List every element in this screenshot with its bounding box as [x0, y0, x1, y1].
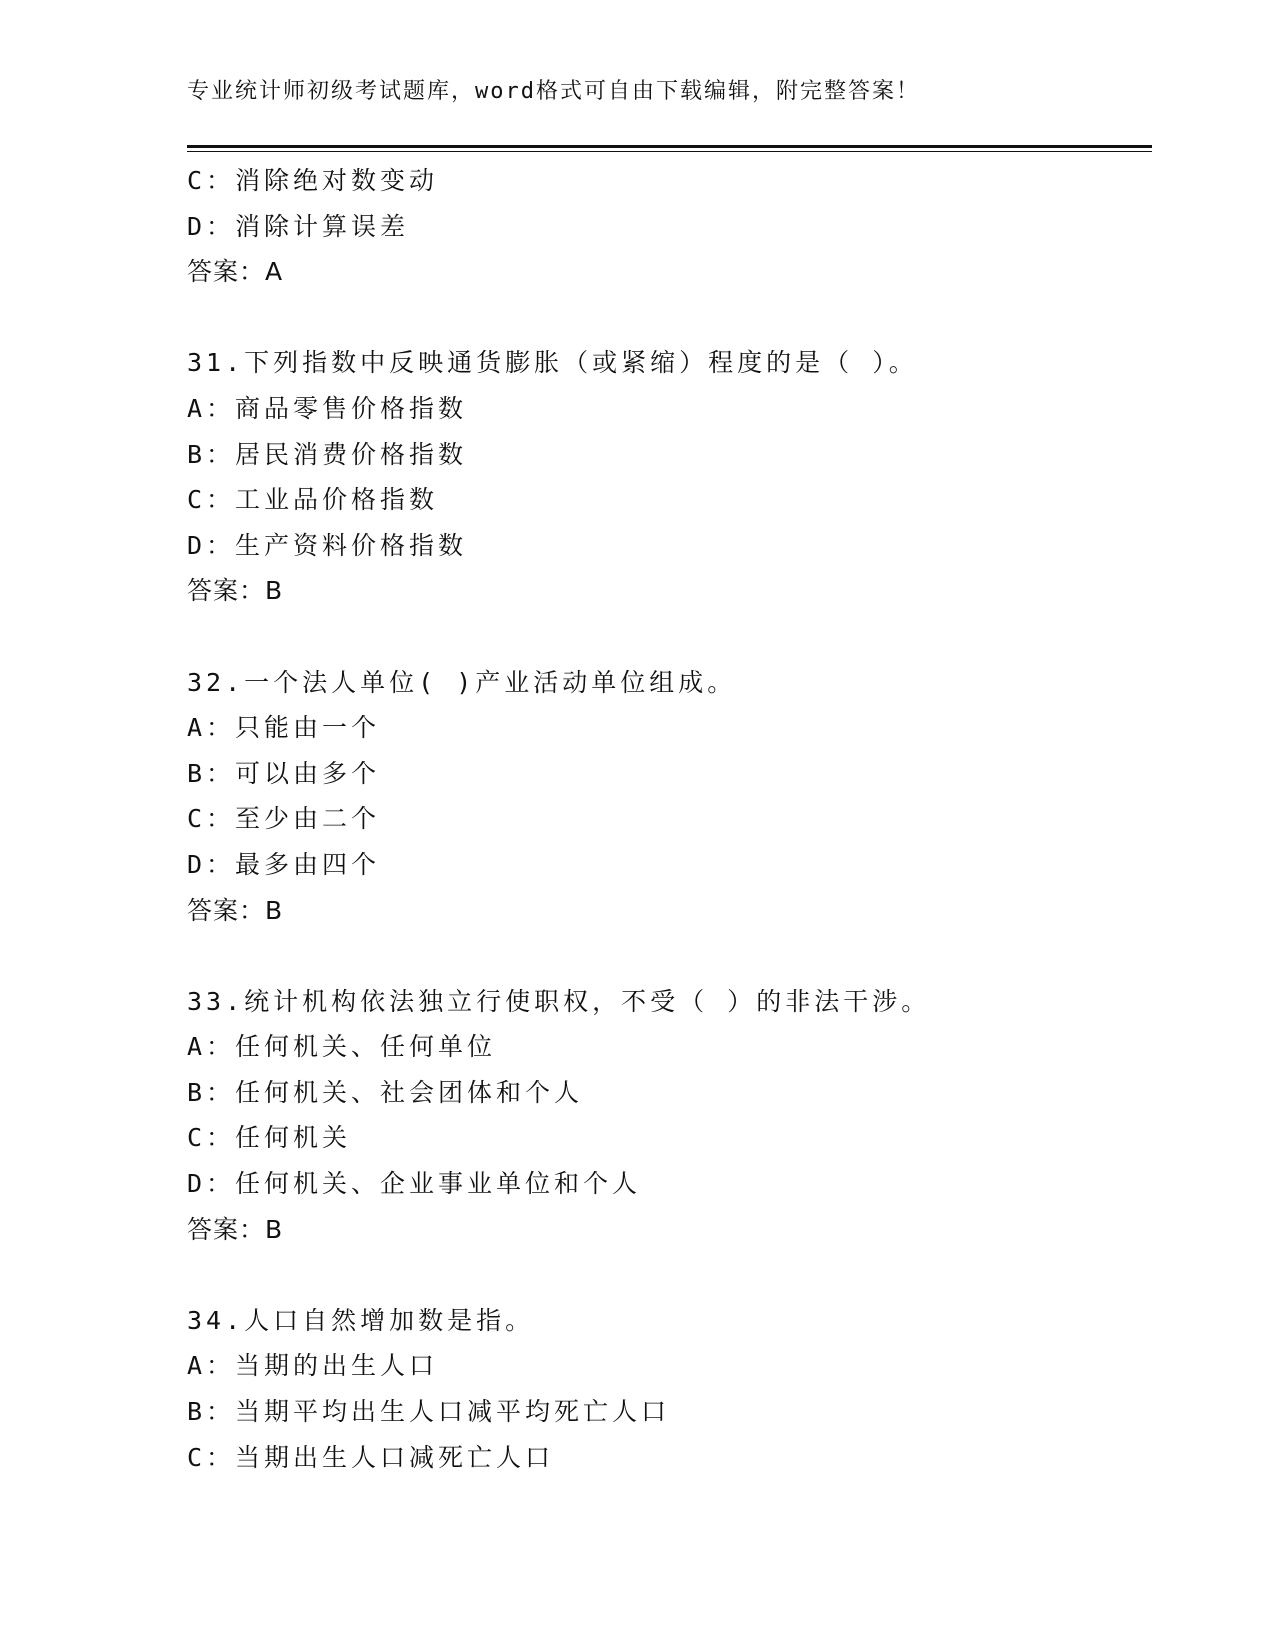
spacer — [187, 1252, 1152, 1298]
option-c: C：当期出生人口减死亡人口 — [187, 1442, 555, 1472]
question-stem: 32.一个法人单位( )产业活动单位组成。 — [187, 667, 737, 697]
option-d: D：生产资料价格指数 — [187, 530, 468, 560]
question-list — [187, 158, 1152, 1480]
spacer — [187, 614, 1152, 660]
answer: 答案：B — [187, 1214, 284, 1244]
option-a: A：只能由一个 — [187, 713, 381, 743]
option-a: A：当期的出生人口 — [187, 1351, 439, 1381]
answer: 答案：B — [187, 895, 284, 925]
question-block — [187, 1298, 1152, 1480]
spacer — [187, 933, 1152, 979]
header-rule-thin — [187, 151, 1152, 152]
header-rule-thick — [187, 145, 1152, 148]
option-d: D：任何机关、企业事业单位和个人 — [187, 1169, 642, 1199]
question-block — [187, 340, 1152, 614]
question-stem: 34.人口自然增加数是指。 — [187, 1305, 535, 1335]
question-block — [187, 979, 1152, 1253]
option-b: B：可以由多个 — [187, 758, 381, 788]
option-a: A：任何机关、任何单位 — [187, 1032, 497, 1062]
answer: 答案：A — [187, 257, 284, 287]
option-c: C：至少由二个 — [187, 804, 381, 834]
option-b: B：居民消费价格指数 — [187, 439, 468, 469]
question-stem: 33.统计机构依法独立行使职权，不受（ ）的非法干涉。 — [187, 986, 931, 1016]
option-c: C：消除绝对数变动 — [187, 166, 439, 195]
question-block — [187, 660, 1152, 934]
option-d: D：最多由四个 — [187, 849, 381, 879]
option-d: D：消除计算误差 — [187, 211, 410, 241]
option-a: A：商品零售价格指数 — [187, 393, 468, 423]
answer: 答案：B — [187, 576, 284, 606]
question-block — [187, 158, 1152, 295]
option-c: C：工业品价格指数 — [187, 485, 439, 515]
question-stem: 31.下列指数中反映通货膨胀（或紧缩）程度的是（ ）。 — [187, 348, 918, 378]
option-b: B：任何机关、社会团体和个人 — [187, 1077, 584, 1107]
option-c: C：任何机关 — [187, 1123, 352, 1153]
spacer — [187, 295, 1152, 341]
option-b: B：当期平均出生人口减平均死亡人口 — [187, 1397, 671, 1427]
page-header: 专业统计师初级考试题库，word格式可自由下载编辑，附完整答案！ — [187, 79, 920, 104]
